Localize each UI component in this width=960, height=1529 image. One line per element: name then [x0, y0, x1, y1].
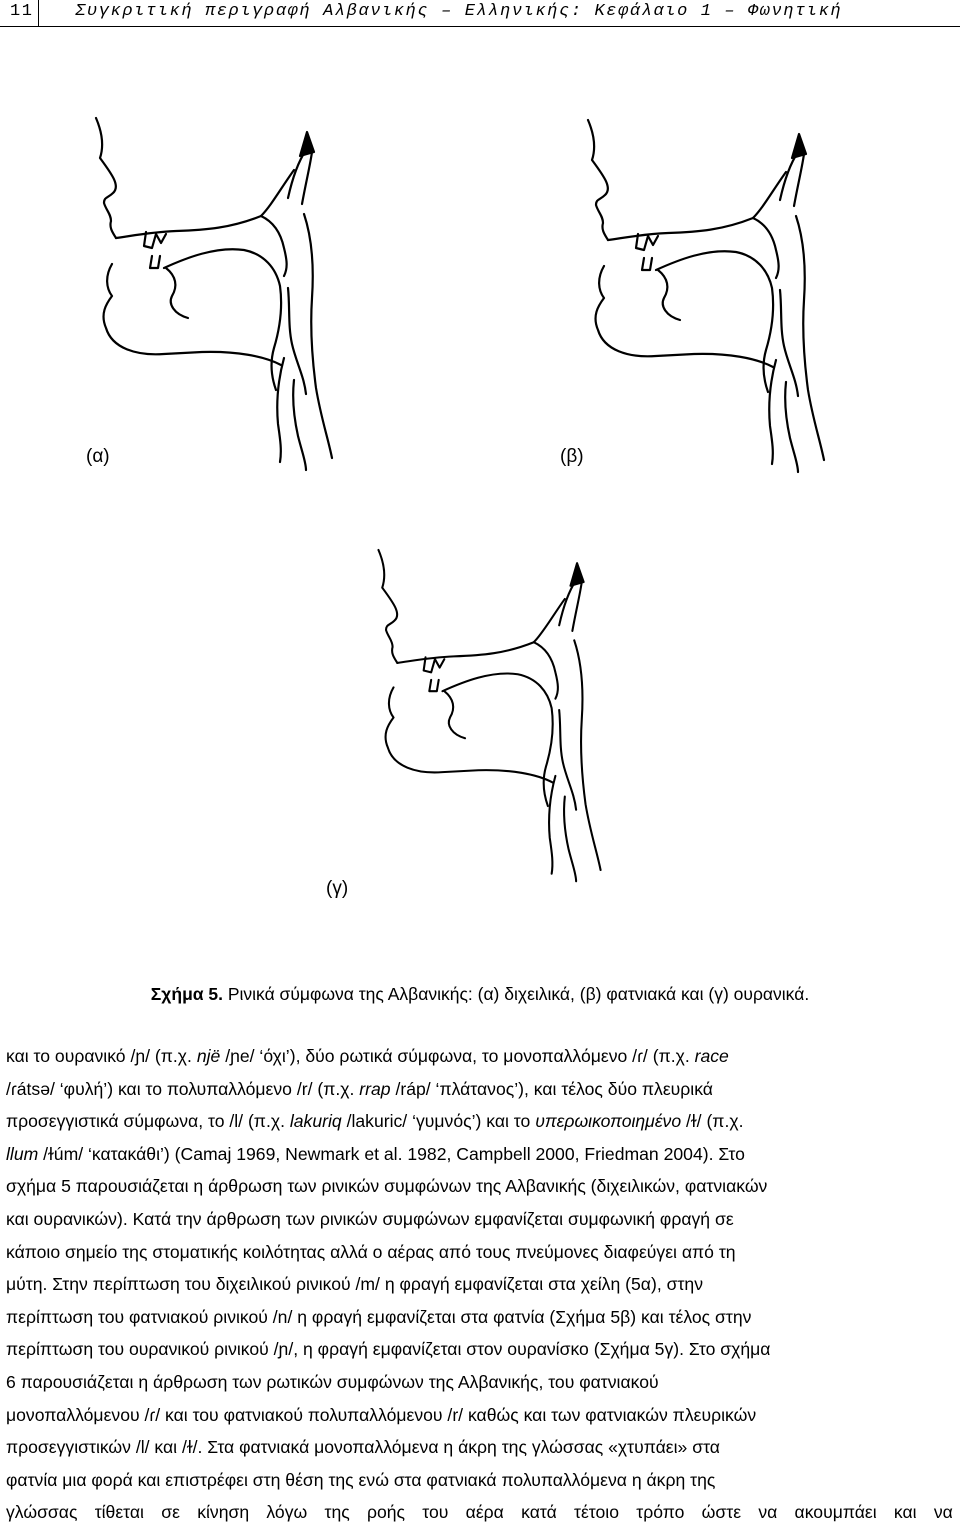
text-line: 6 παρουσιάζεται η άρθρωση των ρωτικών συμφώνων της Αλβανικής, του φατνιακού — [6, 1371, 659, 1392]
text-line: κάποιο σημείο της στοματικής κοιλότητας αλλά ο αέρας από τους πνεύμονες διαφεύγει από τη — [6, 1241, 736, 1262]
body-text — [6, 1040, 953, 1529]
diagram-bilabial — [56, 118, 356, 458]
panel-label-alpha: (α) — [86, 446, 110, 467]
text-line: μύτη. Στην περίπτωση του διχειλικού ρινικού /m/ η φραγή εμφανίζεται στα χείλη (5α), στην — [6, 1274, 703, 1295]
text-line: φατνία μια φορά και επιστρέφει στη θέση της ενώ στα φατνιακά πολυπαλλόμενα η άκρη της — [6, 1469, 716, 1490]
text-line: προσεγγιστικών /l/ και /ɫ/. Στα φατνιακά μονοπαλλόμενα η άκρη της γλώσσας «χτυπάει» στα — [6, 1437, 720, 1458]
text-line: περίπτωση του ουρανικού ρινικού /ɲ/, η φραγή εμφανίζεται στον ουρανίσκο (Σχήμα 5γ). Στο σχήμα — [6, 1339, 771, 1360]
diagram-alveolar — [548, 120, 848, 460]
text-line: προσεγγιστικά σύμφωνα, το /l/ (π.χ. lakuriq /lakuric/ ‘γυμνός’) και το υπερωικοποιημένο /ɫ/ (π.χ. — [6, 1111, 744, 1132]
running-title: Συγκριτική περιγραφή Αλβανικής – Ελληνικής: Κεφάλαιο 1 – Φωνητική — [75, 2, 843, 21]
text-line: llum /ɫúm/ ‘κατακάθι’) (Camaj 1969, Newmark et al. 1982, Campbell 2000, Friedman 2004). Στο — [6, 1143, 745, 1164]
text-line: /ɾátsə/ ‘φυλή’) και το πολυπαλλόμενο /r/ (π.χ. rrap /ráp/ ‘πλάτανος’), και τέλος δύο πλευρικά — [6, 1078, 713, 1099]
figure-caption — [0, 984, 960, 1005]
diagram-palatal — [322, 550, 642, 870]
text-line: γλώσσας τίθεται σε κίνηση λόγω της ροής του αέρα κατά τέτοιο τρόπο ώστε να ακουμπάει και να — [6, 1502, 953, 1523]
text-line: και ουρανικών). Κατά την άρθρωση των ρινικών συμφώνων εμφανίζεται συμφωνική φραγή σε — [6, 1208, 734, 1229]
caption-label: Σχήμα 5. — [150, 984, 223, 1004]
page-number: 11 — [10, 2, 34, 21]
panel-label-beta: (β) — [560, 446, 584, 467]
panel-label-gamma: (γ) — [326, 878, 349, 899]
header-rule — [0, 26, 960, 27]
text-line: μονοπαλλόμενου /ɾ/ και του φατνιακού πολυπαλλόμενου /r/ καθώς και των φατνιακών πλευρικών — [6, 1404, 757, 1425]
text-line: και το ουρανικό /ɲ/ (π.χ. një /ɲe/ ‘όχι’), δύο ρωτικά σύμφωνα, το μονοπαλλόμενο /ɾ/ (π.χ. race — [6, 1046, 729, 1066]
text-line: σχήμα 5 παρουσιάζεται η άρθρωση των ρινικών συμφώνων της Αλβανικής (διχειλικών, φατνιακών — [6, 1176, 768, 1197]
running-header — [10, 2, 950, 26]
caption-text: Ρινικά σύμφωνα της Αλβανικής: (α) διχειλικά, (β) φατνιακά και (γ) ουρανικά. — [222, 984, 810, 1004]
header-divider — [38, 0, 39, 27]
text-line: περίπτωση του φατνιακού ρινικού /n/ η φραγή εμφανίζεται στα φατνία (Σχήμα 5β) και τέλος στην — [6, 1306, 752, 1327]
